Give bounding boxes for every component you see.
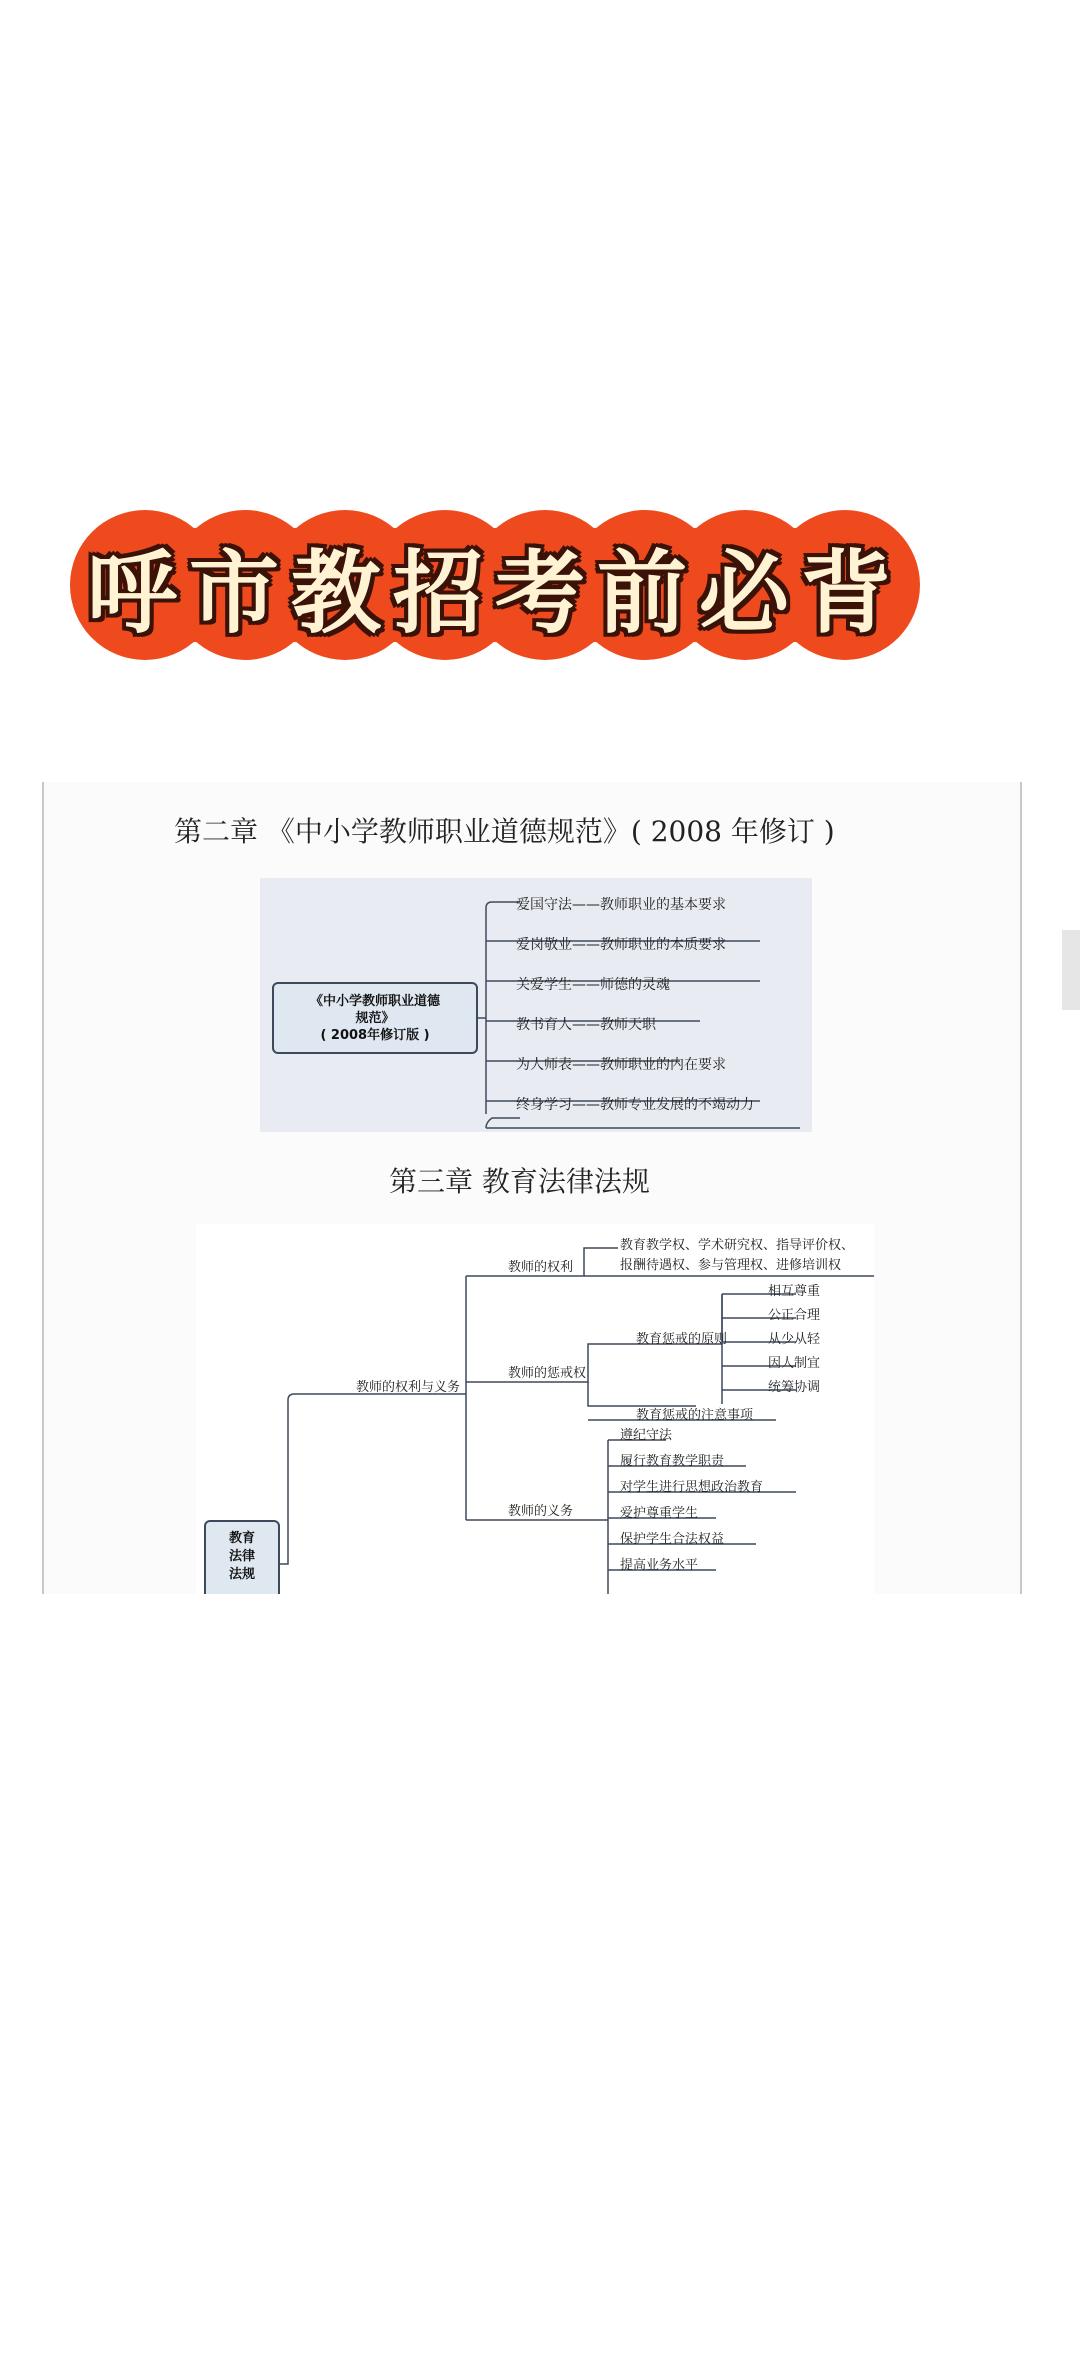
node-teacher-discipline: 教师的惩戒权 <box>508 1366 587 1381</box>
principle-item: 因人制宜 <box>768 1356 821 1371</box>
node-discipline-principles: 教育惩戒的原则 <box>636 1332 728 1347</box>
chapter2-item: 教书育人——教师天职 <box>516 1017 656 1033</box>
node-teacher-duties: 教师的义务 <box>508 1504 574 1519</box>
duty-item: 保护学生合法权益 <box>620 1532 725 1547</box>
principle-item: 从少从轻 <box>768 1332 821 1347</box>
chapter2-item: 爱国守法——教师职业的基本要求 <box>516 897 726 913</box>
node-teacher-rights: 教师的权利 <box>508 1260 574 1275</box>
root-line: 规范》 <box>355 1010 395 1026</box>
root-line: 法律 <box>228 1549 255 1564</box>
root-line: ( 2008年修订版 ) <box>320 1027 430 1043</box>
chapter2-item: 爱岗敬业——教师职业的本质要求 <box>516 937 726 953</box>
rights-line: 教育教学权、学术研究权、指导评价权、 <box>620 1238 855 1253</box>
duty-item: 履行教育教学职责 <box>620 1454 725 1469</box>
chapter3-root-node <box>204 1520 280 1594</box>
node-discipline-notes: 教育惩戒的注意事项 <box>636 1408 754 1423</box>
next-page-edge <box>1062 930 1080 1010</box>
rights-line: 报酬待遇权、参与管理权、进修培训权 <box>620 1258 842 1273</box>
chapter2-heading: 第二章 《中小学教师职业道德规范》( 2008 年修订 ) <box>174 815 835 848</box>
duty-item: 对学生进行思想政治教育 <box>620 1480 764 1495</box>
chapter2-root-node <box>272 982 478 1054</box>
document-page <box>42 782 1022 1594</box>
duty-item: 爱护尊重学生 <box>620 1506 699 1521</box>
chapter2-item: 关爱学生——师德的灵魂 <box>516 977 670 993</box>
root-line: 法规 <box>228 1567 255 1582</box>
chapter3-mindmap <box>196 1224 874 1594</box>
chapter2-item: 终身学习——教师专业发展的不竭动力 <box>516 1097 754 1113</box>
banner-title: 呼市教招考前必背 <box>87 541 903 646</box>
branch-rights-and-duties: 教师的权利与义务 <box>356 1380 461 1395</box>
chapter3-heading: 第三章 教育法律法规 <box>389 1165 650 1198</box>
duty-item: 遵纪守法 <box>620 1428 673 1443</box>
duty-item: 提高业务水平 <box>620 1558 699 1573</box>
root-line: 教育 <box>228 1531 255 1546</box>
title-banner <box>70 510 920 660</box>
root-line: 《中小学教师职业道德 <box>309 993 440 1009</box>
chapter2-item: 为人师表——教师职业的内在要求 <box>516 1057 726 1073</box>
chapter2-mindmap <box>260 878 812 1132</box>
principle-item: 统筹协调 <box>768 1380 821 1395</box>
principle-item: 相互尊重 <box>768 1284 821 1299</box>
principle-item: 公正合理 <box>768 1308 821 1323</box>
